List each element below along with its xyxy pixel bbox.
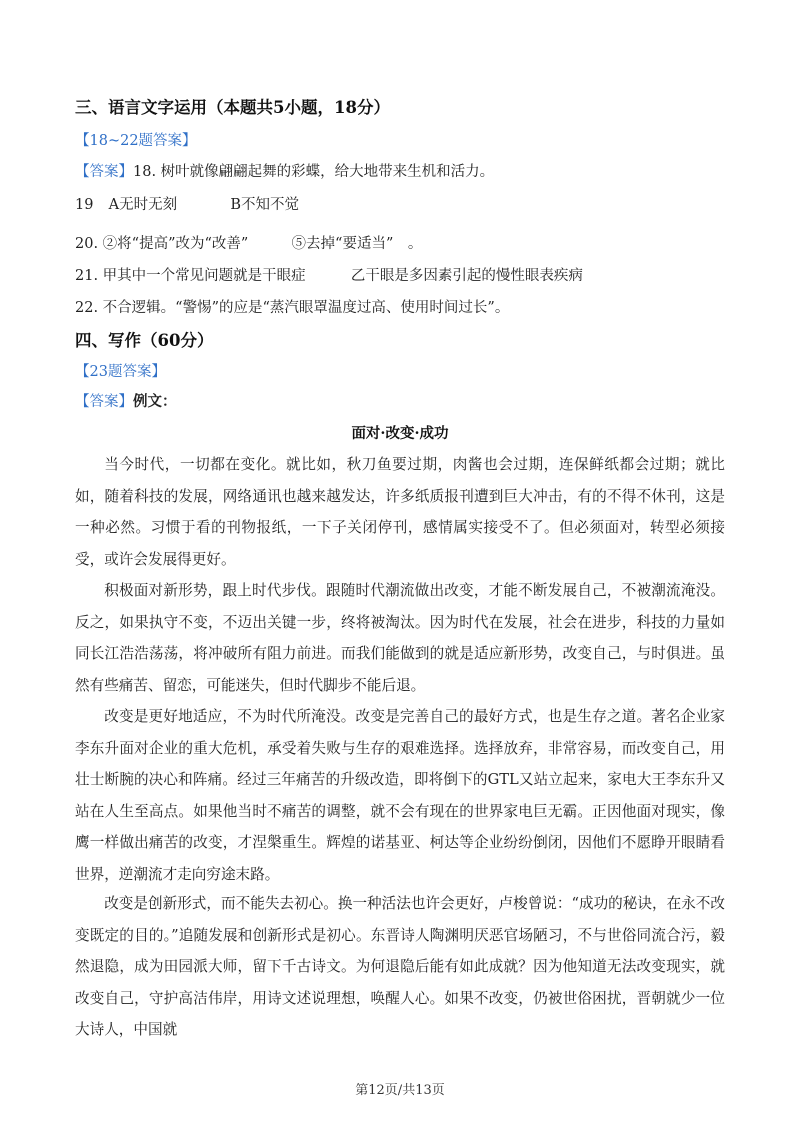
answer-20-a: 20. ②将“提高”改为“改善” [75, 236, 249, 252]
answer-20 [75, 232, 422, 253]
answer-21-b: 乙干眼是多因素引起的慢性眼表疾病 [350, 268, 583, 284]
answer-19 [75, 193, 299, 214]
essay-paragraph: 改变是创新形式，而不能失去初心。换一种活法也许会更好，卢梭曾说：“成功的秘诀，在永不改变既定的目的。”追随发展和创新形式是初心。东晋诗人陶渊明厌恶官场陋习，不与世俗同流合污，毅然退隐，成为田园派大师，留下千古诗文。为何退隐后能有如此成就？因为他知道无法改变现实，就改变自己，守护高洁伟岸，用诗文述说理想，唤醒人心。如果不改变，仍被世俗困扰，晋朝就少一位大诗人，中国就 [75, 895, 725, 1038]
essay-answer-line [75, 390, 177, 411]
answer-18-text: 18. 树叶就像翩翩起舞的彩蝶，给大地带来生机和活力。 [133, 164, 495, 180]
section4-range-tag: 【23题答案】 [75, 364, 166, 380]
section3-heading: 三、语言文字运用（本题共5小题，18分） [75, 98, 390, 117]
essay-paragraph: 当今时代，一切都在变化。就比如，秋刀鱼要过期，肉酱也会过期，连保鲜纸都会过期；就比如，随着科技的发展，网络通讯也越来越发达，许多纸质报刊遭到巨大冲击，有的不得不休刊，这是一种必然。习惯于看的刊物报纸，一下子关闭停刊，感情属实接受不了。但必须面对，转型必须接受，或许会发展得更好。 [75, 456, 725, 568]
answer-19-b: B不知不觉 [230, 197, 300, 213]
answer-18 [75, 160, 494, 181]
answer-label: 【答案】 [75, 164, 133, 180]
answer-label: 【答案】 [75, 394, 133, 410]
essay-paragraph: 积极面对新形势，跟上时代步伐。跟随时代潮流做出改变，才能不断发展自己，不被潮流淹没。反之，如果执守不变，不迈出关键一步，终将被淘汰。因为时代在发展，社会在进步，科技的力量如同长江浩浩荡荡，将冲破所有阻力前进。而我们能做到的就是适应新形势，改变自己，与时俱进。虽然有些痛苦、留恋，可能迷失，但时代脚步不能后退。 [75, 582, 725, 694]
example-label: 例文： [133, 393, 177, 410]
answer-21-a: 21. 甲其中一个常见问题就是干眼症 [75, 268, 306, 284]
answer-20-b: ⑤去掉“要适当” 。 [291, 236, 423, 252]
essay-paragraph: 改变是更好地适应，不为时代所淹没。改变是完善自己的最好方式，也是生存之道。著名企业家李东升面对企业的重大危机，承受着失败与生存的艰难选择。选择放弃，非常容易，而改变自己，用壮士断腕的决心和阵痛。经过三年痛苦的升级改造，即将倒下的GTL又站立起来，家电大王李东升又站在人生至高点。如果他当时不痛苦的调整，就不会有现在的世界家电巨无霸。正因他面对现实，像鹰一样做出痛苦的改变，才涅槃重生。辉煌的诺基亚、柯达等企业纷纷倒闭，因他们不愿睁开眼睛看世界，逆潮流才走向穷途末路。 [75, 708, 725, 883]
answer-21 [75, 264, 583, 285]
essay-title: 面对·改变·成功 [351, 425, 449, 442]
section3-range-tag: 【18~22题答案】 [75, 133, 197, 149]
answer-22: 22. 不合逻辑。“警惕”的应是“蒸汽眼罩温度过高、使用时间过长”。 [75, 300, 510, 316]
section4-heading: 四、写作（60分） [75, 331, 214, 350]
page-footer: 第12页/共13页 [355, 1083, 445, 1098]
answer-19-num: 19 [75, 197, 94, 213]
answer-19-a: A无时无刻 [108, 197, 178, 213]
